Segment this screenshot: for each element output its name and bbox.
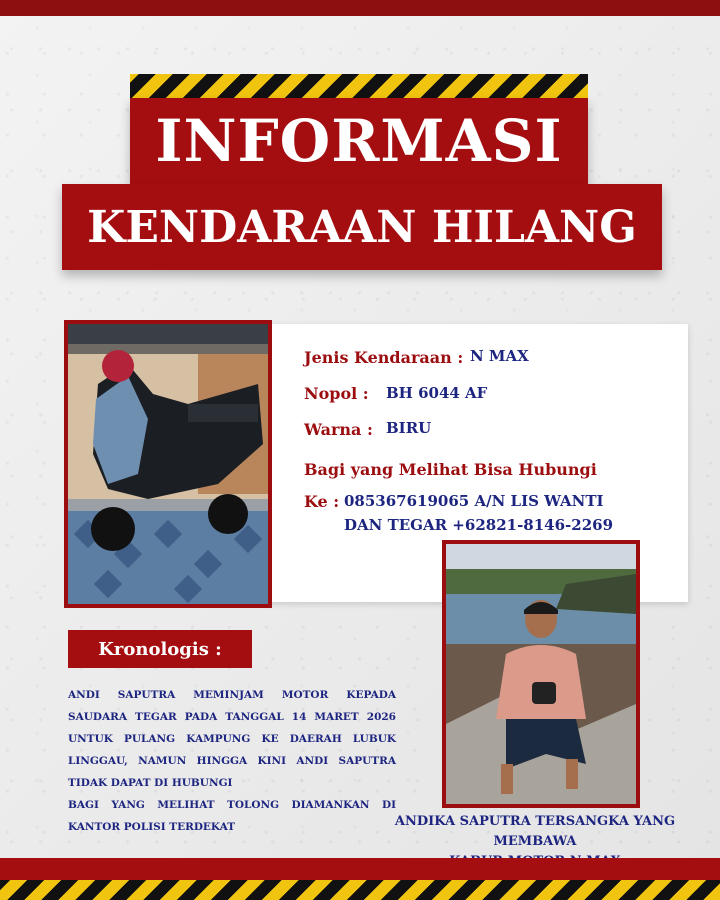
contact-line-1: 085367619065 A/N LIS WANTI bbox=[344, 492, 604, 510]
title-box-informasi bbox=[130, 98, 588, 184]
chronology-text bbox=[68, 684, 396, 838]
hazard-stripe-top bbox=[130, 74, 588, 100]
chronology-title-box bbox=[68, 630, 252, 668]
bottom-red-bar bbox=[0, 858, 720, 880]
chronology-title: Kronologis : bbox=[98, 638, 222, 660]
motorcycle-image bbox=[68, 324, 268, 604]
top-red-bar bbox=[0, 0, 720, 16]
title-box-kendaraan-hilang bbox=[62, 184, 662, 270]
color-label: Warna : bbox=[304, 420, 373, 439]
chronology-paragraph-2: BAGI YANG MELIHAT TOLONG DIAMANKAN DI KANTOR POLISI TERDEKAT bbox=[68, 799, 396, 833]
title-kendaraan-hilang: KENDARAAN HILANG bbox=[87, 201, 637, 253]
chronology-paragraph-1: ANDI SAPUTRA MEMINJAM MOTOR KEPADA SAUDARA TEGAR PADA TANGGAL 14 MARET 2026 UNTUK PULANG KAMPUNG KE DAERAH LUBUK LINGGAU, NAMUN HINGGA KINI ANDI SAPUTRA TIDAK DAPAT DI HUBUNGI bbox=[68, 689, 396, 789]
contact-label: Ke : bbox=[304, 492, 340, 511]
plate-value: BH 6044 AF bbox=[386, 384, 488, 402]
contact-heading: Bagi yang Melihat Bisa Hubungi bbox=[304, 460, 597, 479]
vehicle-type-value: N MAX bbox=[470, 347, 529, 365]
motorcycle-photo bbox=[64, 320, 272, 608]
contact-line-2: DAN TEGAR +62821-8146-2269 bbox=[344, 516, 614, 534]
hazard-stripe-bottom bbox=[0, 880, 720, 900]
suspect-image bbox=[446, 544, 636, 804]
color-value: BIRU bbox=[386, 419, 432, 437]
suspect-photo bbox=[442, 540, 640, 808]
plate-label: Nopol : bbox=[304, 384, 369, 403]
suspect-caption-line-1: ANDIKA SAPUTRA TERSANGKA YANG MEMBAWA bbox=[394, 814, 676, 849]
vehicle-type-label: Jenis Kendaraan : bbox=[304, 348, 464, 367]
title-informasi: INFORMASI bbox=[155, 107, 563, 175]
